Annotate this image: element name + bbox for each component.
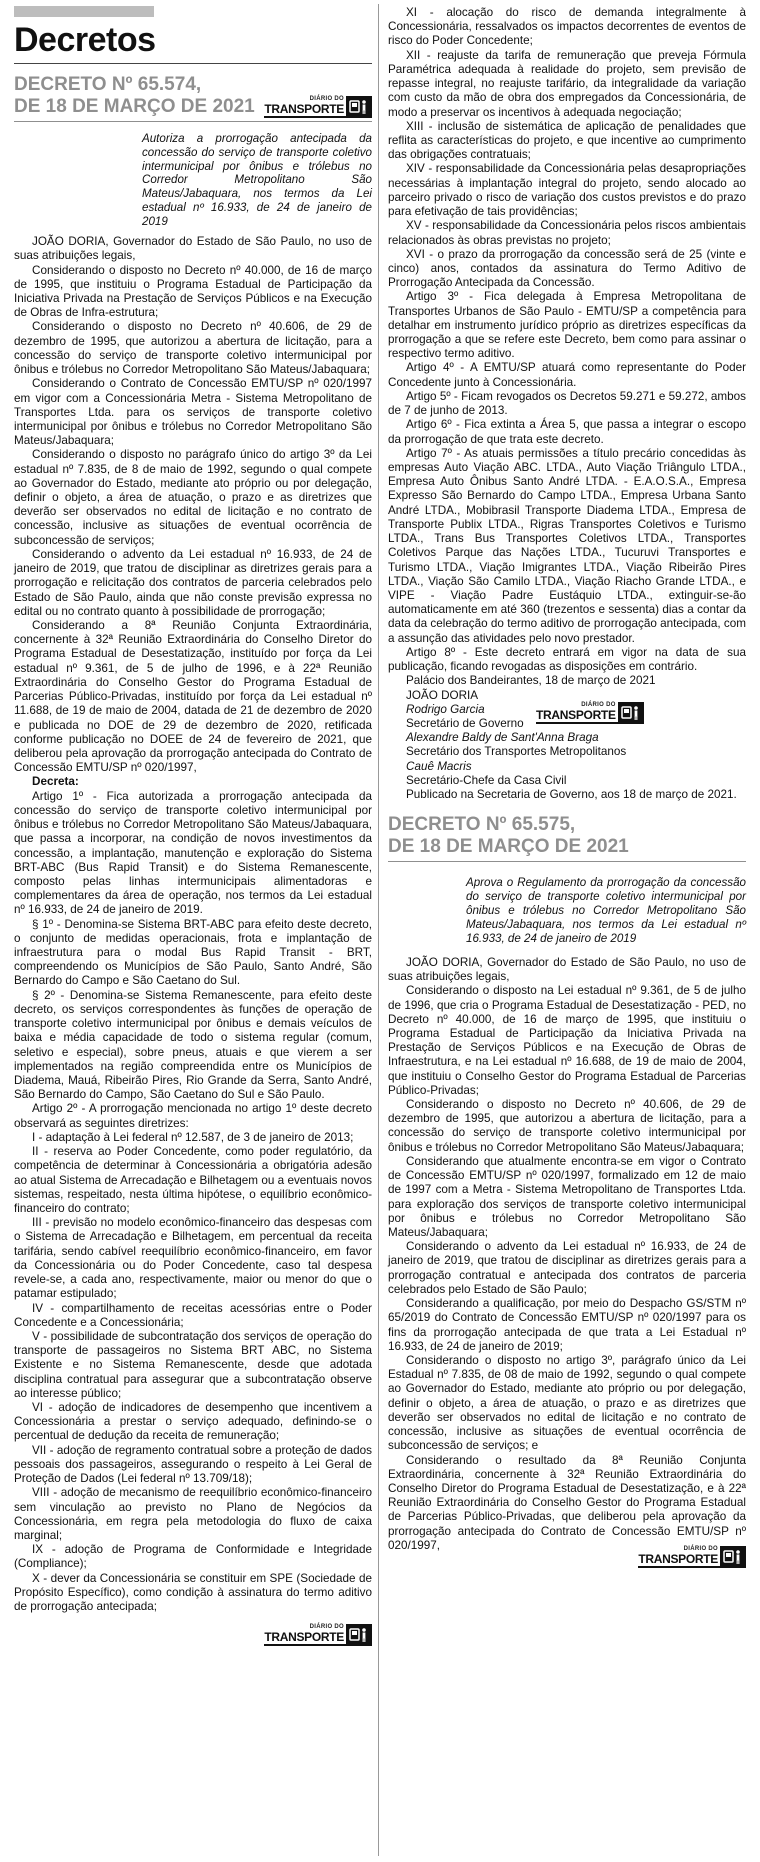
paragraph: Artigo 2º - A prorrogação mencionada no artigo 1º deste decreto observará as seguintes diretrizes:	[14, 1102, 372, 1130]
paragraph: Considerando a qualificação, por meio do Despacho GS/STM nº 65/2019 do Contrato de Concessão EMTU/SP nº 020/1997 para os fins da prorrogação antecipada de que trata a Lei Estadual nº 16.933, de 24 de janeiro de 2019;	[388, 1297, 746, 1353]
paragraph: Considerando o disposto no Decreto nº 40.000, de 16 de março de 1995, que instituiu o Programa Estadual de Participação da Iniciativa Privada na Prestação de Serviços Públicos e na Execução de Obras de Infra-estrutura;	[14, 263, 372, 320]
decree1-body-right	[388, 6, 746, 674]
paragraph: JOÃO DORIA, Governador do Estado de São Paulo, no uso de suas atribuições legais,	[14, 235, 372, 263]
paragraph: VIII - adoção de mecanismo de reequilíbrio econômico-financeiro sem vinculação ao previsto no Plano de Negócios da Concessionária, em regra pela metodologia do fluxo de caixa marginal;	[14, 1486, 372, 1542]
paragraph: Decreta:	[32, 775, 79, 789]
section-rule	[14, 63, 372, 64]
decree2-heading-line2: DE 18 DE MARÇO DE 2021	[388, 836, 629, 858]
paragraph: Artigo 3º - Fica delegada à Empresa Metropolitana de Transportes Urbanos de São Paulo - EMTU/SP a competência para detalhar em instrumento jurídico próprio as diretrizes específicas da prorrogação a que se refere este Decreto, bem como para assinar o respectivo termo aditivo.	[388, 290, 746, 361]
decree2-body	[388, 956, 746, 1553]
section-title: Decretos	[14, 21, 156, 59]
column-divider	[378, 4, 379, 1856]
signature-line: Rodrigo Garcia	[406, 702, 485, 716]
decree2-ementa: Aprova o Regulamento da prorrogação da concessão do serviço de transporte coletivo intermunicipal por ônibus e trólebus no Corredor Metropolitano São Mateus/Jabaquara, nos termos da Lei estadual nº 16.933, de 24 de janeiro de 2019	[466, 876, 746, 945]
paragraph: XIV - responsabilidade da Concessionária pelas desapropriações necessárias à implantação integral do projeto, sendo alocado ao parceiro privado o risco de variação dos custos previstos e do prazo para efetivação de tais providências;	[388, 162, 746, 219]
paragraph: XII - reajuste da tarifa de remuneração que preveja Fórmula Paramétrica adequada à realidade do projeto, sem previsão de repasse integral, no reajuste tarifário, da integralidade da variação com custo da mão de obra dos empregados da Concessionária, de modo a preservar os incentivos à adequada negociação;	[388, 48, 746, 119]
paragraph: IX - adoção de Programa de Conformidade e Integridade (Compliance);	[14, 1543, 372, 1571]
paragraph: III - previsão no modelo econômico-financeiro das despesas com o Sistema de Arrecadação e Bilhetagem, em percentual da receita tarifária, sendo cabível reequilíbrio econômico-financeiro, em favor da Concessionária ou do Poder Concedente, caso tal despesa revele-se, a cada ano, respectivamente, maior ou menor do que o patamar estipulado;	[14, 1216, 372, 1301]
signature-line: Alexandre Baldy de Sant'Anna Braga	[406, 731, 599, 745]
paragraph: § 2º - Denomina-se Sistema Remanescente, para efeito deste decreto, os serviços correspondentes às funções de operação de transporte coletivo intermunicipal por ônibus e demais veículos de baixa e média capacidade de todo o sistema regular (comum, seletivo e especial), sobre pneus, atuais e que vierem a ser implementados na região compreendida entre os Municípios de Diadema, Mauá, Ribeirão Pires, Rio Grande da Serra, Santo André, São Bernardo do Campo, São Caetano do Sul e São Paulo.	[14, 988, 372, 1102]
paragraph: VI - adoção de indicadores de desempenho que incentivem a Concessionária a prestar o serviço adequado, definindo-se o percentual de dedução da receita de remuneração;	[14, 1401, 372, 1443]
paragraph: IV - compartilhamento de receitas acessórias entre o Poder Concedente e a Concessionária;	[14, 1301, 372, 1329]
logo-text	[638, 1546, 720, 1568]
paragraph: XIII - inclusão de sistemática de aplicação de penalidades que reflita as características do projeto, e que incentive ao cumprimento das obrigações contratuais;	[388, 119, 746, 162]
logo-text	[536, 702, 618, 724]
signature-line: Secretário-Chefe da Casa Civil	[406, 773, 567, 787]
paragraph: Artigo 4º - A EMTU/SP atuará como representante do Poder Concedente junto à Concessionária.	[388, 361, 746, 389]
decree1-heading	[14, 74, 372, 122]
paragraph: Considerando o advento da Lei estadual nº 16.933, de 24 de janeiro de 2019, que tratou de disciplinar as diretrizes gerais para a prorrogação contratual e antecipada dos contratos de parceria celebrados pelo Estado de São Paulo;	[388, 1240, 746, 1296]
paragraph: Considerando o Contrato de Concessão EMTU/SP nº 020/1997 em vigor com a Concessionária Metra - Sistema Metropolitano de Transportes Ltda. para os serviços de transporte coletivo intermunicipal por ônibus e trólebus no Corredor Metropolitano São Mateus/Jabaquara;	[14, 377, 372, 448]
diario-do-transporte-logo	[638, 1546, 746, 1568]
paragraph: JOÃO DORIA, Governador do Estado de São Paulo, no uso de suas atribuições legais,	[388, 955, 746, 984]
paragraph: Considerando a 8ª Reunião Conjunta Extraordinária, concernente à 32ª Reunião Extraordinária do Conselho Diretor do Programa Estadual de Desestatização, instituído por força da Lei estadual nº 9.361, de 5 de julho de 1996, e à 22ª Reunião Extraordinária do Conselho Gestor do Programa Estadual de Parcerias Público-Privadas, instituído por força da Lei estadual nº 11.688, de 19 de maio de 2004, datada de 21 de dezembro de 2020 e publicada no DOE de 29 de dezembro de 2020, retificada conforme publicação no DOEE de 24 de fevereiro de 2021, que deliberou pela aprovação da prorrogação antecipada do Contrato de Concessão EMTU/SP nº 020/1997,	[14, 619, 372, 775]
paragraph: VII - adoção de regramento contratual sobre a proteção de dados pessoais dos passageiros, assegurando o respeito à Lei Geral de Proteção de Dados (Lei federal nº 13.709/18);	[14, 1443, 372, 1486]
paragraph: V - possibilidade de subcontratação dos serviços de operação do transporte de passageiros no Sistema BRT ABC, no Sistema Existente e no Sistema Remanescente, desde que adotada disciplina contratual para assegurar que a subcontratação observe ao interesse público;	[14, 1329, 372, 1400]
right-column	[388, 0, 746, 1568]
signature-line: Palácio dos Bandeirantes, 18 de março de 2021	[406, 674, 656, 688]
paragraph: Artigo 5º - Ficam revogados os Decretos 59.271 e 59.272, ambos de 7 de junho de 2013.	[388, 389, 746, 418]
paragraph: XV - responsabilidade da Concessionária pelos riscos ambientais relacionados às obras previstas no projeto;	[388, 219, 746, 247]
signature-line: Secretário de Governo	[406, 716, 524, 730]
decree1-heading-line1: DECRETO Nº 65.574,	[14, 73, 202, 95]
bus-and-person-icon	[346, 96, 372, 118]
decree1-publication-note: Publicado na Secretaria de Governo, aos 18 de março de 2021.	[406, 788, 737, 802]
paragraph: Artigo 8º - Este decreto entrará em vigor na data de sua publicação, ficando revogadas as disposições em contrário.	[388, 645, 746, 674]
diario-do-transporte-logo	[264, 1624, 372, 1646]
left-column	[14, 0, 372, 1646]
section-marker	[14, 6, 154, 17]
paragraph: Artigo 1º - Fica autorizada a prorrogação antecipada da concessão do serviço de transporte coletivo intermunicipal por ônibus e trólebus no Corredor Metropolitano São Mateus/Jabaquara, que passa a incorporar, na condição de novos investimentos da concessão, a implantação, manutenção e exploração do Sistema BRT-ABC (Bus Rapid Transit) e do Sistema Remanescente, composto pelas linhas intermunicipais alimentadoras e complementares da área de operação, nos termos da Lei estadual nº 16.933, de 24 de janeiro de 2019.	[14, 789, 372, 917]
logo-line1: DIÁRIO DO	[581, 702, 616, 709]
paragraph: I - adaptação à Lei federal nº 12.587, de 3 de janeiro de 2013;	[32, 1130, 354, 1144]
logo-line2: TRANSPORTE	[264, 1630, 344, 1645]
diario-do-transporte-logo	[264, 96, 372, 118]
paragraph: Artigo 6º - Fica extinta a Área 5, que passa a integrar o escopo da prorrogação de que trata este decreto.	[388, 418, 746, 446]
paragraph: Considerando o disposto no Decreto nº 40.606, de 29 de dezembro de 1995, que autorizou a abertura de licitação, para a concessão do serviço de transporte coletivo intermunicipal por ônibus e trólebus no Corredor Metropolitano São Mateus/Jabaquara;	[388, 1098, 746, 1154]
logo-line2: TRANSPORTE	[536, 708, 616, 723]
bus-and-person-icon	[720, 1546, 746, 1568]
decree2-heading	[388, 814, 746, 862]
paragraph: Considerando o disposto no Decreto nº 40.606, de 29 de dezembro de 1995, que autorizou a abertura de licitação, para a concessão do serviço de transporte coletivo intermunicipal por ônibus e trólebus no Corredor Metropolitano São Mateus/Jabaquara;	[14, 320, 372, 377]
decree1-ementa: Autoriza a prorrogação antecipada da concessão do serviço de transporte coletivo intermunicipal por ônibus e trólebus no Corredor Metropolitano São Mateus/Jabaquara, nos termos da Lei estadual nº 16.933, de 24 de janeiro de 2019	[142, 131, 372, 229]
paragraph: Considerando o disposto na Lei estadual nº 9.361, de 5 de julho de 1996, que cria o Programa Estadual de Desestatização - PED, no Decreto nº 40.000, de 16 de março de 1995, que instituiu o Programa Estadual de Participação da Iniciativa Privada na Prestação de Serviços Públicos e na Execução de Obras de Infraestrutura, e na Lei estadual nº 16.688, de 19 de maio de 2004, que instituiu o Conselho Gestor do Programa Estadual de Parcerias Público-Privadas;	[388, 984, 746, 1097]
paragraph: Considerando o disposto no parágrafo único do artigo 3º da Lei estadual nº 7.835, de 8 de maio de 1992, segundo o qual compete ao Governador do Estado, mediante ato próprio ou por delegação, definir o objeto, a área de atuação, o prazo e as diretrizes que deverão ser observados no edital de licitação e no contrato de concessão, inclusive as situações de eventual ocorrência de subconcessão de serviços;	[14, 448, 372, 547]
logo-text	[264, 96, 346, 118]
logo-line2: TRANSPORTE	[638, 1552, 718, 1567]
paragraph: § 1º - Denomina-se Sistema BRT-ABC para efeito deste decreto, o conjunto de medidas operacionais, frota e implantação de infraestrutura para o modal Bus Rapid Transit - BRT, compreendendo os Municípios de São Paulo, Santo André, São Bernardo do Campo e São Caetano do Sul.	[14, 917, 372, 988]
decree1-signature-block	[388, 674, 746, 788]
paragraph: Considerando o advento da Lei estadual nº 16.933, de 24 de janeiro de 2019, que tratou de disciplinar as diretrizes gerais para a prorrogação e relicitação dos contratos de parceria celebrados pelo Estado de São Paulo, ainda que não conste previsão expressa no edital ou no contrato quanto à possibilidade de prorrogação;	[14, 547, 372, 618]
logo-text	[264, 1624, 346, 1646]
paragraph: Considerando o disposto no artigo 3º, parágrafo único da Lei Estadual nº 7.835, de 08 de maio de 1992, segundo o qual compete ao Governador do Estado, mediante ato próprio ou por delegação, definir o objeto, a área de atuação, o prazo e as diretrizes que deverão ser observados no edital de licitação e no contrato de concessão, inclusive as situações de eventual ocorrência de subconcessão de serviços; e	[388, 1353, 746, 1453]
logo-line2: TRANSPORTE	[264, 101, 344, 116]
bus-and-person-icon	[346, 1624, 372, 1646]
decree2-heading-line1: DECRETO Nº 65.575,	[388, 814, 576, 836]
paragraph: Considerando o resultado da 8ª Reunião Conjunta Extraordinária, concernente à 32ª Reunião Extraordinária do Conselho Diretor do Programa Estadual de Desestatização, e à 22ª Reunião Extraordinária do Conselho Gestor do Programa Estadual de Parcerias Público-Privadas, que deliberou pela aprovação da prorrogação antecipada do Contrato de Concessão EMTU/SP nº 020/1997,	[388, 1453, 746, 1552]
paragraph: X - dever da Concessionária se constituir em SPE (Sociedade de Propósito Específico), como condição à assinatura do termo aditivo de prorrogação antecipada;	[14, 1571, 372, 1614]
signature-line: JOÃO DORIA	[406, 688, 479, 702]
paragraph: XI - alocação do risco de demanda integralmente à Concessionária, ressalvados os impactos decorrentes de eventos de risco do Poder Concedente;	[388, 6, 746, 48]
paragraph: XVI - o prazo da prorrogação da concessão será de 25 (vinte e cinco) anos, contados da assinatura do Termo Aditivo de Prorrogação Antecipada da Concessão.	[388, 247, 746, 290]
logo-line1: DIÁRIO DO	[683, 1546, 718, 1553]
bus-and-person-icon	[618, 702, 644, 724]
signature-line: Secretário dos Transportes Metropolitanos	[406, 745, 627, 759]
paragraph: Artigo 7º - As atuais permissões a título precário concedidas às empresas Auto Viação ABC. LTDA., Auto Viação Triângulo LTDA., Empresa Auto Ônibus Santo André LTDA. - E.A.O.S.A., Empresa Expresso São Bernardo do Campo LTDA., Empresa Urbana Santo André LTDA., Mobibrasil Transporte Diadema LTDA., Empresa de Transporte Publix LTDA., Rigras Transportes Coletivos e Turismo LTDA., Trans Bus Transportes Coletivos LTDA., Transportes Coletivos Parque das Nações LTDA., Tucuruvi Transportes e Turismo LTDA., Viação Imigrantes LTDA., Viação Ribeirão Pires LTDA., Viação São Camilo LTDA., Viação Riacho Grande LTDA., e VIPE - Viação Padre Eustáquio LTDA., extinguir-se-ão automaticamente em até 360 (trezentos e sessenta) dias a contar da data da celebração do termo aditivo de prorrogação antecipada, com a assunção das atividades pelo novo prestador.	[388, 446, 746, 645]
diario-do-transporte-logo	[536, 702, 644, 724]
signature-line: Cauê Macris	[406, 759, 472, 773]
logo-line1: DIÁRIO DO	[309, 95, 344, 102]
decree1-body-left	[14, 235, 372, 1614]
logo-line1: DIÁRIO DO	[309, 1624, 344, 1631]
paragraph: II - reserva ao Poder Concedente, como poder regulatório, da competência de determinar à Concessionária a obrigatória adesão ao atual Sistema de Arrecadação e Bilhetagem ou a eventuais novos sistemas, respeitado, nesta última hipótese, o equilíbrio econômico-financeiro do contrato;	[14, 1145, 372, 1215]
decree1-heading-line2: DE 18 DE MARÇO DE 2021	[14, 95, 255, 117]
paragraph: Considerando que atualmente encontra-se em vigor o Contrato de Concessão EMTU/SP nº 020/1997, formalizado em 12 de maio de 1997 com a Metra - Sistema Metropolitano de Transportes Ltda. para exploração dos serviços de transporte coletivo intermunicipal por ônibus e trólebus no Corredor Metropolitano São Mateus/Jabaquara;	[388, 1154, 746, 1239]
